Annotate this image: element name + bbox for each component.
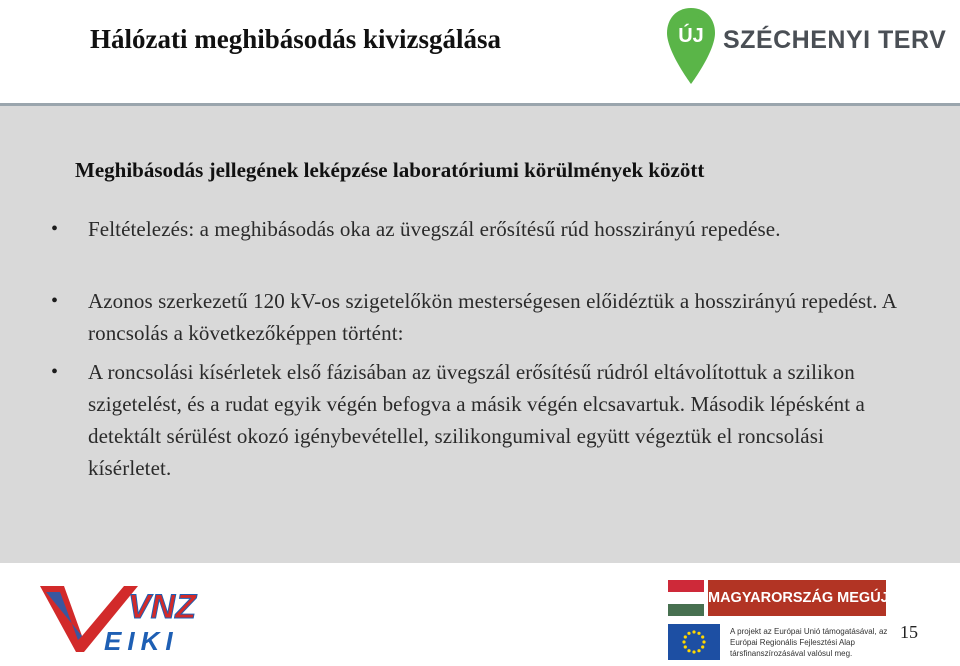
magyarorszag-megujul-banner: MAGYARORSZÁG MEGÚJUL bbox=[708, 580, 886, 616]
map-pin-icon bbox=[665, 6, 717, 86]
szechenyi-terv-text: SZÉCHENYI TERV bbox=[723, 26, 947, 54]
szechenyi-terv-logo bbox=[665, 6, 947, 90]
slide-title: Hálózati meghibásodás kivizsgálása bbox=[90, 24, 502, 54]
section-subtitle: Meghibásodás jellegének leképzése laboratóriumi körülmények között bbox=[75, 158, 705, 182]
eu-funding-text: A projekt az Európai Unió támogatásával, az Európai Regionális Fejlesztési Alap társfinanszírozásával valósul meg. bbox=[730, 627, 888, 658]
szechenyi-badge-text: ÚJ bbox=[678, 25, 704, 47]
hungarian-flag-icon bbox=[668, 580, 704, 616]
vnz-logo-bottom-text: EIKI bbox=[104, 626, 179, 656]
vnz-veiki-logo bbox=[38, 578, 218, 658]
bullet-marker: • bbox=[51, 361, 59, 383]
bullet-text: Azonos szerkezetű 120 kV-os szigetelőkön mesterségesen előidéztük a hosszirányú repedést. A roncsolás a következőképpen történt: bbox=[88, 289, 896, 345]
bullet-marker: • bbox=[51, 218, 59, 240]
bullet-text: A roncsolási kísérletek első fázisában az üvegszál erősítésű rúdról eltávolítottuk a szilikon szigetelést, és a rudat egyik végén befogva a másik végén elcsavartuk. Második lépésként a detektált sérülést okozó igénybevétellel, szilikongumival együtt végeztük el roncsolási kísérletet. bbox=[88, 360, 865, 480]
bullet-marker: • bbox=[51, 290, 59, 312]
bullet-text: Feltételezés: a meghibásodás oka az üvegszál erősítésű rúd hosszirányú repedése. bbox=[88, 217, 781, 241]
page-number: 15 bbox=[900, 622, 918, 642]
vnz-logo-top-text: VNZ bbox=[128, 588, 196, 626]
content-panel bbox=[0, 103, 960, 563]
eu-flag-icon bbox=[668, 624, 720, 660]
